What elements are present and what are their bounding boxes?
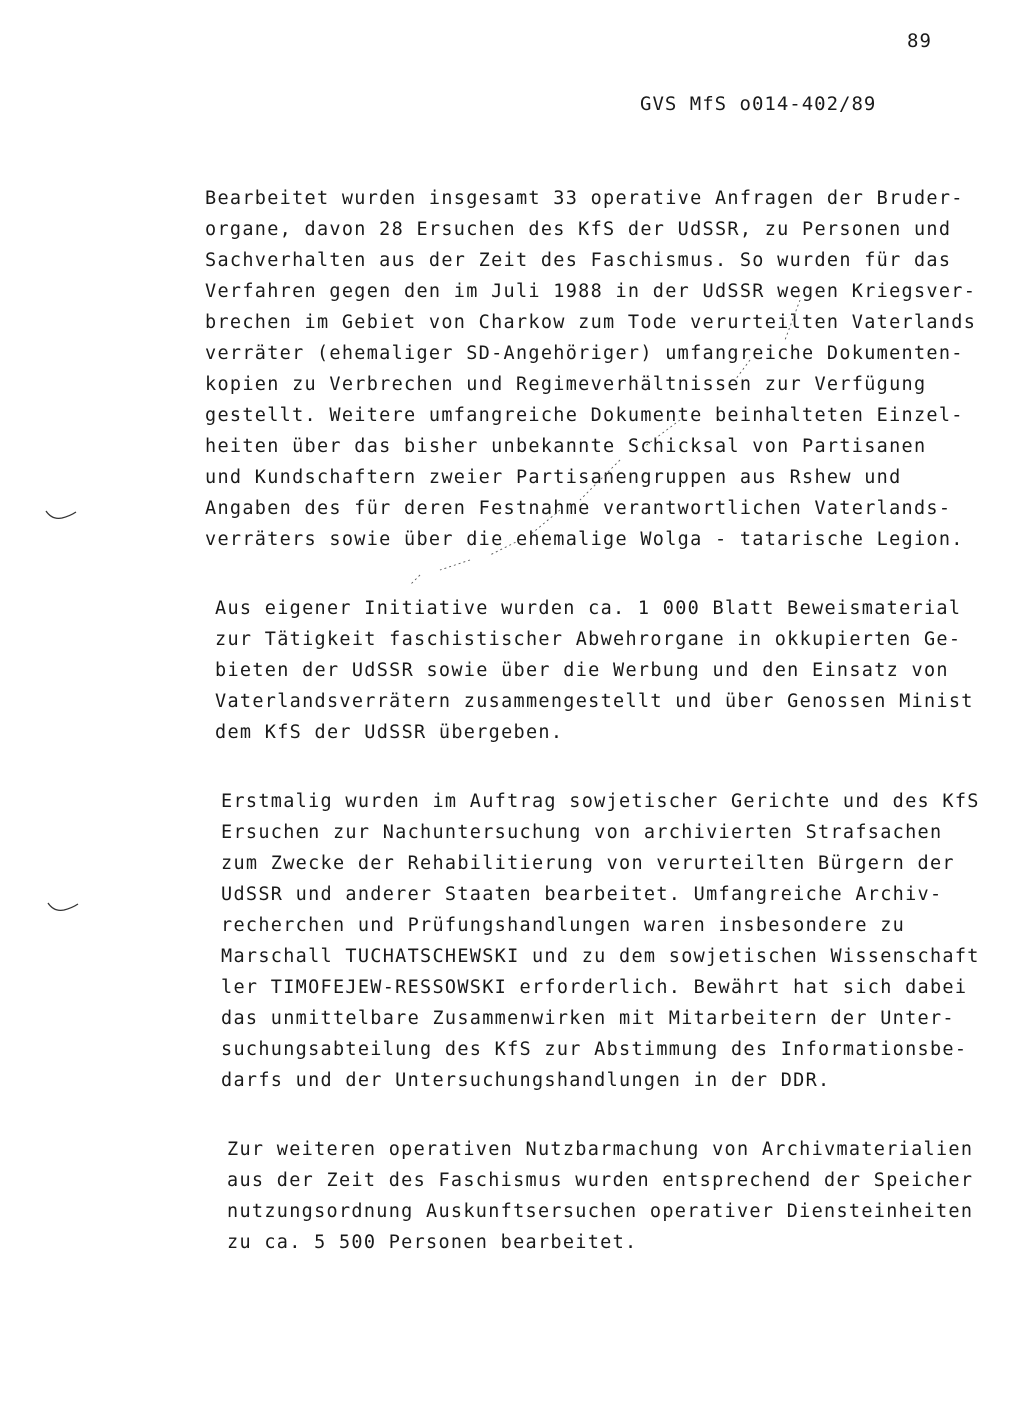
text-line: Vaterlandsverrätern zusammengestellt und über Genossen Minist xyxy=(215,691,974,712)
text-line: und Kundschaftern zweier Partisanengruppen aus Rshew und xyxy=(205,467,902,488)
text-line: Zur weiteren operativen Nutzbarmachung von Archivmaterialien xyxy=(227,1139,974,1160)
margin-check-mark xyxy=(46,900,80,914)
text-line: Marschall TUCHATSCHEWSKI und zu dem sowjetischen Wissenschaft xyxy=(221,946,980,967)
text-line: Bearbeitet wurden insgesamt 33 operative Anfragen der Bruder- xyxy=(205,188,964,209)
text-line: aus der Zeit des Faschismus wurden entsprechend der Speicher xyxy=(227,1170,974,1191)
text-line: Verfahren gegen den im Juli 1988 in der UdSSR wegen Kriegsver- xyxy=(205,281,977,302)
text-line: suchungsabteilung des KfS zur Abstimmung des Informationsbe- xyxy=(221,1039,968,1060)
text-line: recherchen und Prüfungshandlungen waren insbesondere zu xyxy=(221,915,906,936)
document-body xyxy=(205,183,1005,1296)
text-line: zur Tätigkeit faschistischer Abwehrorgane in okkupierten Ge- xyxy=(215,629,962,650)
text-line: zu ca. 5 500 Personen bearbeitet. xyxy=(227,1232,638,1253)
paragraph-1 xyxy=(205,183,1005,555)
page-number: 89 xyxy=(907,30,932,52)
text-line: ler TIMOFEJEW-RESSOWSKI erforderlich. Bewährt hat sich dabei xyxy=(221,977,968,998)
text-line: verräters sowie über die ehemalige Wolga - tatarische Legion. xyxy=(205,529,964,550)
text-line: nutzungsordnung Auskunftsersuchen operativer Diensteinheiten xyxy=(227,1201,974,1222)
text-line: gestellt. Weitere umfangreiche Dokumente beinhalteten Einzel- xyxy=(205,405,964,426)
text-line: darfs und der Untersuchungshandlungen in der DDR. xyxy=(221,1070,831,1091)
paragraph-4 xyxy=(205,1134,1005,1258)
text-line: Angaben des für deren Festnahme verantwortlichen Vaterlands- xyxy=(205,498,952,519)
text-line: zum Zwecke der Rehabilitierung von verurteilten Bürgern der xyxy=(221,853,955,874)
text-line: das unmittelbare Zusammenwirken mit Mitarbeitern der Unter- xyxy=(221,1008,955,1029)
text-line: Sachverhalten aus der Zeit des Faschismus. So wurden für das xyxy=(205,250,952,271)
text-line: verräter (ehemaliger SD-Angehöriger) umfangreiche Dokumenten- xyxy=(205,343,964,364)
document-reference: GVS MfS o014-402/89 xyxy=(640,93,877,115)
text-line: heiten über das bisher unbekannte Schicksal von Partisanen xyxy=(205,436,927,457)
text-line: dem KfS der UdSSR übergeben. xyxy=(215,722,564,743)
text-line: Ersuchen zur Nachuntersuchung von archivierten Strafsachen xyxy=(221,822,943,843)
text-line: UdSSR und anderer Staaten bearbeitet. Umfangreiche Archiv- xyxy=(221,884,943,905)
text-line: Erstmalig wurden im Auftrag sowjetischer Gerichte und des KfS xyxy=(221,791,980,812)
paragraph-3 xyxy=(205,786,1005,1096)
paragraph-2 xyxy=(205,593,1005,748)
text-line: Aus eigener Initiative wurden ca. 1 000 Blatt Beweismaterial xyxy=(215,598,962,619)
text-line: organe, davon 28 Ersuchen des KfS der UdSSR, zu Personen und xyxy=(205,219,952,240)
text-line: brechen im Gebiet von Charkow zum Tode verurteilten Vaterlands xyxy=(205,312,977,333)
text-line: kopien zu Verbrechen und Regimeverhältnissen zur Verfügung xyxy=(205,374,927,395)
text-line: bieten der UdSSR sowie über die Werbung und den Einsatz von xyxy=(215,660,949,681)
margin-check-mark xyxy=(44,508,78,522)
